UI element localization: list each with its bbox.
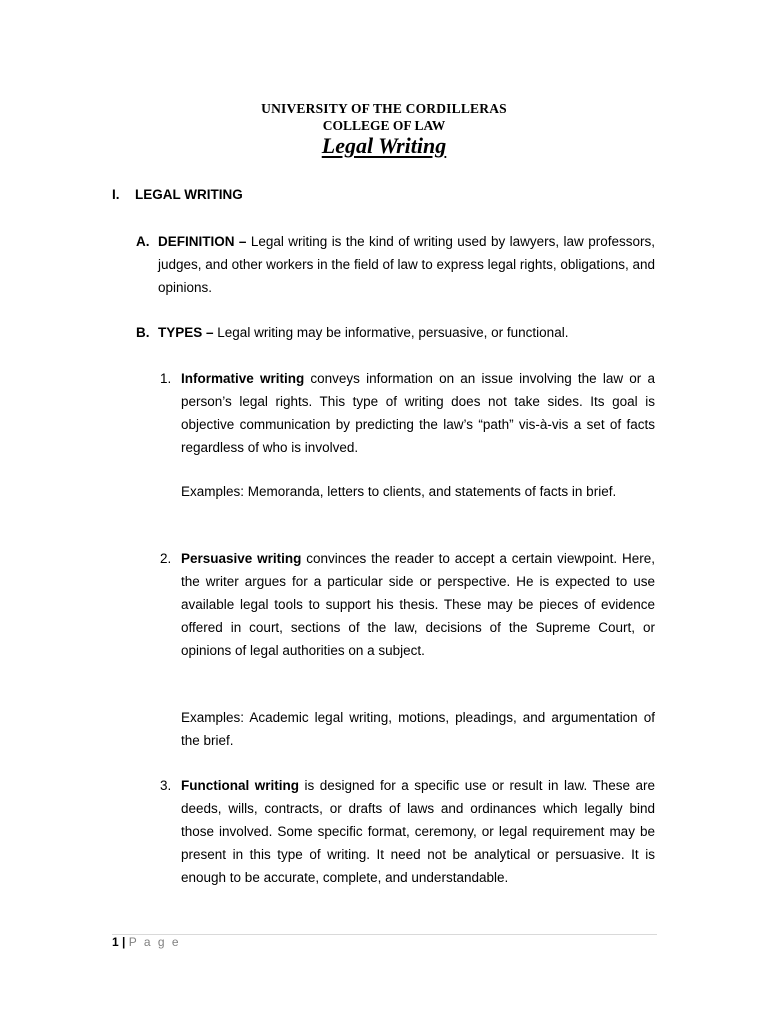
page-number: 1	[112, 935, 119, 949]
section-title: LEGAL WRITING	[135, 187, 243, 202]
item-text-2: convinces the reader to accept a certain viewpoint. Here, the writer argues for a particular side or perspective. He is expected to use available legal tools to support his thesis. These may be pieces of evidence offered in court, sections of the law, decisions of the Supreme Court, or opinions of legal authorities on a subject.	[181, 551, 655, 658]
item-text-3: is designed for a specific use or result in law. These are deeds, wills, contracts, or drafts of laws and ordinances which legally bind those involved. Some specific format, ceremony, or legal requirement may be present in this type of writing. It need not be analytical or persuasive. It is enough to be accurate, complete, and understandable.	[181, 778, 655, 885]
footer-separator: |	[122, 935, 126, 949]
page-footer	[112, 934, 181, 950]
types-paragraph	[158, 321, 655, 344]
item-term-2: Persuasive writing	[181, 551, 302, 566]
types-term: TYPES –	[158, 325, 214, 340]
types-letter: B.	[136, 325, 150, 340]
item-paragraph-1	[181, 367, 655, 459]
item-number-3: 3.	[160, 778, 172, 793]
definition-term: DEFINITION –	[158, 234, 247, 249]
item-number-2: 2.	[160, 551, 172, 566]
item-paragraph-3	[181, 774, 655, 889]
item-examples-1: Examples: Memoranda, letters to clients, and statements of facts in brief.	[181, 484, 617, 499]
section-heading	[112, 187, 243, 202]
document-title: Legal Writing	[321, 133, 447, 158]
item-text-1: conveys information on an issue involving the law or a person’s legal rights. This type of writing does not take sides. Its goal is objective communication by predicting the law’s “path” vis-à-vis a set of facts regardless of who is involved.	[181, 371, 655, 455]
definition-paragraph	[158, 230, 655, 299]
types-text: Legal writing may be informative, persuasive, or functional.	[213, 325, 569, 340]
item-term-3: Functional writing	[181, 778, 299, 793]
item-examples-2: Examples: Academic legal writing, motions, pleadings, and argumentation of the brief.	[181, 710, 655, 748]
item-term-1: Informative writing	[181, 371, 305, 386]
definition-letter: A.	[136, 234, 150, 249]
definition-text: Legal writing is the kind of writing used by lawyers, law professors, judges, and other workers in the field of law to express legal rights, obligations, and opinions.	[158, 234, 655, 295]
section-number: I.	[112, 187, 120, 202]
footer-divider	[112, 934, 657, 935]
item-number-1: 1.	[160, 371, 172, 386]
page-word: P a g e	[128, 935, 181, 949]
college-name: COLLEGE OF LAW	[322, 118, 446, 133]
university-name: UNIVERSITY OF THE CORDILLERAS	[261, 101, 507, 116]
item-paragraph-2	[181, 547, 655, 662]
